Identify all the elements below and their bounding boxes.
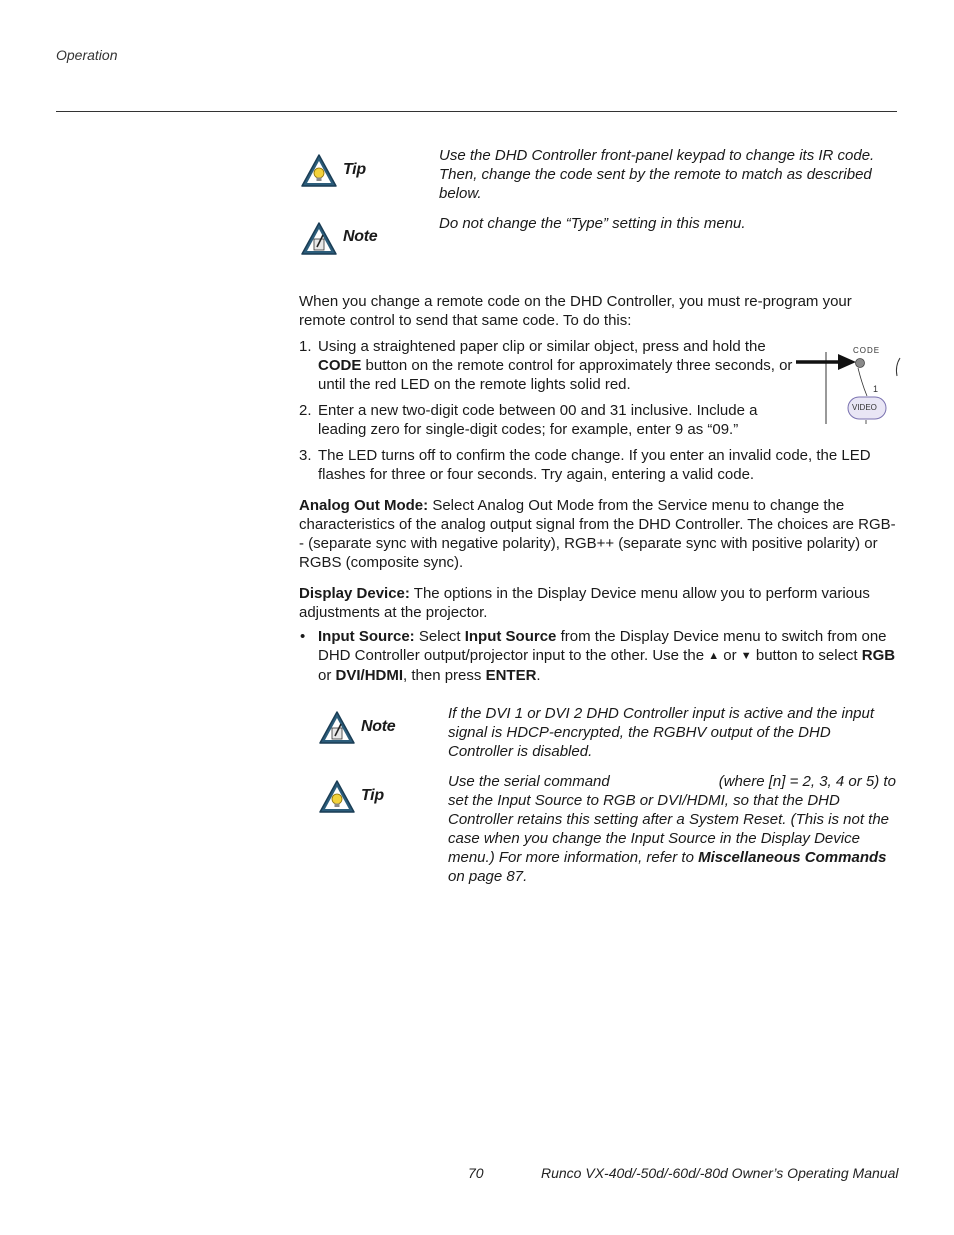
display-device-paragraph	[299, 584, 889, 622]
page-number: 70	[468, 1165, 484, 1181]
text-run: or	[318, 667, 332, 684]
text-run: button to select	[755, 647, 858, 664]
input-source-item	[318, 627, 900, 685]
step-text	[318, 337, 798, 394]
step-number: 3.	[299, 447, 312, 464]
running-header: Operation	[56, 47, 118, 63]
code-label: CODE	[853, 346, 881, 355]
key-number: 1	[873, 384, 879, 394]
display-device-label: Display Device:	[299, 585, 410, 602]
tip-text-pre: Use the serial command	[448, 773, 610, 790]
note-label: Note	[343, 228, 378, 245]
input-source-label: Input Source:	[318, 628, 415, 645]
code-button-name: CODE	[318, 357, 362, 374]
step-number: 2.	[299, 402, 312, 419]
tip-text	[448, 772, 898, 886]
enter-key-name: ENTER	[485, 667, 537, 684]
step-text: The LED turns off to confirm the code change. If you enter an invalid code, the LED flashes for three or four seconds. Try again, entering a valid code.	[318, 447, 871, 483]
cross-reference-link[interactable]: Miscellaneous Commands	[698, 849, 887, 866]
step-number: 1.	[299, 338, 312, 355]
text-run: , then press	[403, 667, 482, 684]
note-icon	[300, 221, 338, 261]
tip-label: Tip	[361, 787, 384, 804]
note-label: Note	[361, 718, 396, 735]
bullet: •	[300, 628, 306, 645]
tip-text: Use the DHD Controller front-panel keypad to change its IR code. Then, change the code sent by the remote to match as described below.	[439, 147, 875, 202]
tip-text-suffix: on page 87.	[448, 868, 528, 885]
intro-paragraph: When you change a remote code on the DHD Controller, you must re-program your remote control to send that same code. To do this:	[299, 293, 852, 329]
text-run: or	[723, 647, 737, 664]
step-text-post: button on the remote control for approximately three seconds, or until the red LED on the remote lights solid red.	[318, 357, 793, 393]
analog-out-text: Select Analog Out Mode from the Service menu to change the characteristics of the analog output signal from the DHD Controller. The choices are RGB-- (separate sync with negative polarity), RGB++ (separate sync with positive polarity) or RGBS (composite sync).	[299, 497, 896, 571]
note-text: If the DVI 1 or DVI 2 DHD Controller input is active and the input signal is HDCP-encrypted, the RGBHV output of the DHD Controller is disabled.	[448, 705, 875, 760]
text-run: .	[536, 667, 541, 684]
display-device-text: The options in the Display Device menu allow you to perform various adjustments at the projector.	[299, 585, 870, 621]
rgb-option: RGB	[861, 647, 896, 664]
down-arrow-icon: ▼	[740, 650, 752, 662]
dvi-hdmi-option: DVI/HDMI	[335, 667, 404, 684]
analog-out-label: Analog Out Mode:	[299, 497, 429, 514]
tip-icon	[318, 779, 356, 819]
text-run: from the Display Device menu to switch from one DHD Controller output/projector input to the other. Use the	[318, 628, 887, 664]
footer-title: Runco VX-40d/-50d/-60d/-80d Owner’s Operating Manual	[541, 1165, 899, 1181]
step-text-pre: Using a straightened paper clip or similar object, press and hold the	[318, 338, 766, 355]
up-arrow-icon: ▲	[708, 650, 720, 662]
tip-text-post: (where [n] = 2, 3, 4 or 5) to set the Input Source to RGB or DVI/HDMI, so that the DHD Controller retains this setting after a System Reset. (This is not the case when you change the Input Source in the Display Device menu.) For more information, refer to	[448, 773, 896, 866]
header-rule	[56, 111, 897, 112]
analog-out-paragraph	[299, 496, 899, 572]
note-icon	[318, 710, 356, 750]
note-text: Do not change the “Type” setting in this menu.	[439, 215, 746, 232]
step-text: Enter a new two-digit code between 00 and 31 inclusive. Include a leading zero for single-digit codes; for example, enter 9 as “09.”	[318, 402, 758, 438]
text-run: Select	[418, 628, 461, 645]
video-label: VIDEO	[852, 403, 877, 412]
tip-label: Tip	[343, 161, 366, 178]
remote-code-illustration	[796, 336, 901, 428]
tip-icon	[300, 153, 338, 193]
input-source-menu-name: Input Source	[464, 628, 557, 645]
